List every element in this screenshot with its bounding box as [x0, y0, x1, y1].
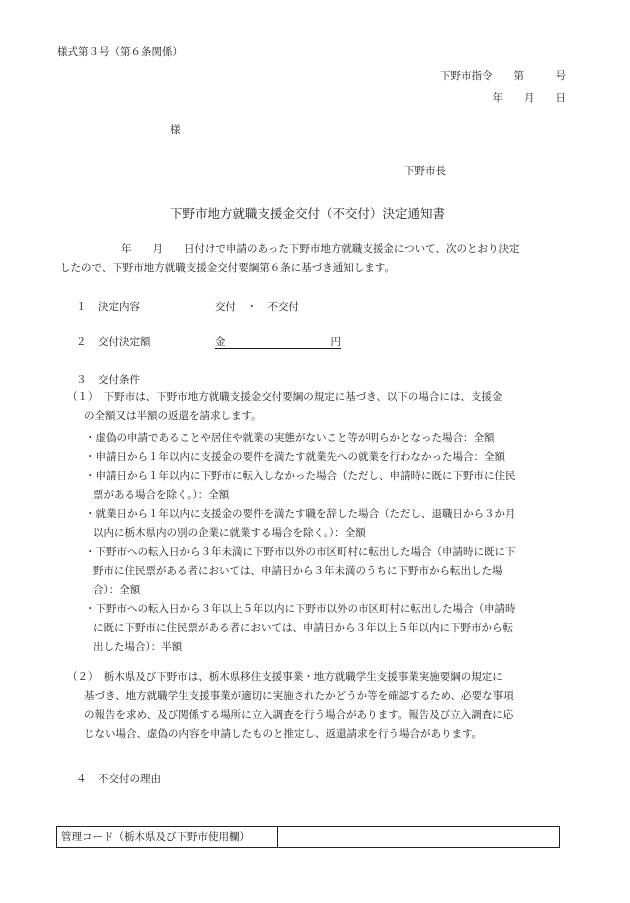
condition-item-1-line: の全額又は半額の返還を請求します。 [84, 410, 262, 422]
bullet-line: 票がある場合を除く。）：全額 [93, 489, 230, 501]
bullet-line: ・就業日から１年以内に支援金の要件を満たす職を辞した場合（ただし、退職日から３か月 [85, 508, 516, 520]
management-code-table [56, 826, 560, 848]
issuer-name: 下野市長 [404, 165, 446, 177]
decision-content-value: 交付 ・ 不交付 [215, 301, 299, 313]
bullet-line: ・申請日から１年以内に支援金の要件を満たす就業先への就業を行わなかった場合：全額 [85, 451, 505, 463]
issue-number-line: 下野市指令 第 号 [440, 70, 566, 82]
issue-date-line: 年 月 日 [492, 92, 566, 104]
bullet-line: 合）：全額 [93, 584, 141, 596]
condition-item-1 [67, 388, 502, 426]
section-3-label: 交付条件 [98, 374, 140, 386]
condition-bullet [85, 448, 516, 467]
bullet-line: ・下野市への転入日から３年未満に下野市以外の市区町村に転出した場合（申請時に既に下 [85, 546, 516, 558]
bullet-line: 以内に栃木県内の別の企業に就業する場合を除く。）：全額 [93, 527, 366, 539]
section-3-number: ３ [76, 374, 87, 386]
page-title: 下野市地方就職支援金交付（不交付）決定通知書 [170, 206, 446, 221]
condition-item-2-line: の報告を求め、及び関係する場所に立入調査を行う場合があります。報告及び立入調査に応 [84, 709, 514, 721]
condition-bullet [85, 543, 516, 600]
bullet-line: 野市に住民票がある者においては、申請日から３年未満のうちに下野市から転出した場 [93, 565, 503, 577]
form-number: 様式第３号（第６条関係） [57, 46, 183, 58]
condition-bullet [85, 505, 516, 543]
section-4-number: ４ [76, 773, 87, 785]
section-1-number: １ [76, 301, 87, 313]
condition-item-2-line: 基づき、地方就職学生支援事業が適切に実施されたかどうか等を確認するため、必要な事項 [84, 690, 514, 702]
management-code-label: 管理コード（栃木県及び下野市使用欄） [57, 827, 278, 847]
section-2-label: 交付決定額 [98, 336, 151, 348]
bullet-line: 出した場合）：半額 [93, 641, 183, 653]
intro-line: したので、下野市地方就職支援金交付要綱第６条に基づき通知します。 [60, 262, 395, 274]
condition-bullet [85, 600, 516, 657]
condition-bullet [85, 429, 516, 448]
bullet-line: ・申請日から１年以内に下野市に転入しなかった場合（ただし、申請時に既に下野市に住民 [85, 470, 516, 482]
bullet-line: ・下野市への転入日から３年以上５年以内に下野市以外の市区町村に転出した場合（申請時 [85, 603, 516, 615]
condition-item-2 [67, 668, 514, 744]
section-4-label: 不交付の理由 [98, 773, 161, 785]
condition-item-2-line: （２） 栃木県及び下野市は、栃木県移住支援事業・地方就職学生支援事業実施要綱の規定に [67, 671, 503, 683]
condition-item-1-line: （１） 下野市は、下野市地方就職支援金交付要綱の規定に基づき、以下の場合には、支援金 [67, 391, 503, 403]
condition-bullet [85, 467, 516, 505]
bullet-line: ・虚偽の申請であることや居住や就業の実態がないこと等が明らかとなった場合：全額 [85, 432, 495, 444]
grant-amount-value: 金 円 [215, 336, 341, 348]
management-code-field[interactable] [278, 827, 559, 847]
intro-line: 年 月 日付けで申請のあった下野市地方就職支援金について、次のとおり決定 [121, 243, 520, 255]
bullet-line: に既に下野市に住民票がある者においては、申請日から３年以上５年以内に下野市から転 [93, 622, 513, 634]
intro-paragraph [60, 240, 519, 278]
condition-item-2-line: じない場合、虚偽の内容を申請したものと推定し、返還請求を行う場合があります。 [84, 728, 483, 740]
condition-bullet-list [85, 429, 516, 657]
recipient-line: 様 [170, 124, 181, 136]
section-2-number: ２ [76, 336, 87, 348]
section-1-label: 決定内容 [98, 301, 140, 313]
